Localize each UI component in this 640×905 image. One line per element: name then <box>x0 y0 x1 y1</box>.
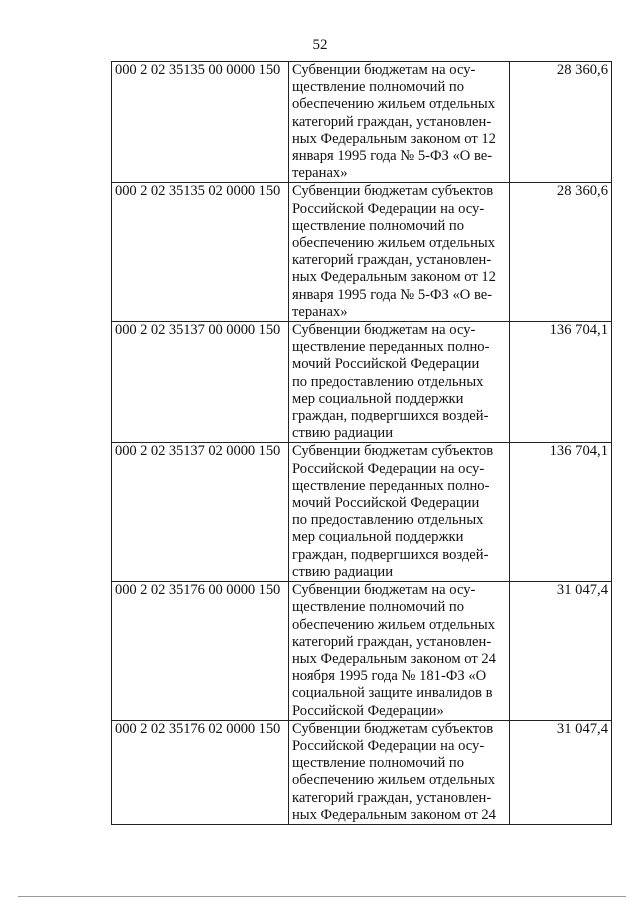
description-line: мер социальной поддержки <box>292 390 464 407</box>
description-line: ществление полномочий по <box>292 755 465 772</box>
table-row <box>112 443 612 582</box>
amount-cell: 28 360,6 <box>510 183 612 322</box>
description-line: ных Федеральным законом от 24 <box>292 650 496 667</box>
amount-cell: 136 704,1 <box>510 443 612 582</box>
description-line: теранах» <box>292 165 348 182</box>
description-line: ных Федеральным законом от 12 <box>292 269 496 286</box>
budget-code-cell: 000 2 02 35137 02 0000 150 <box>112 443 289 582</box>
description-line: граждан, подвергшихся воздей- <box>292 546 489 563</box>
description-cell <box>289 582 510 721</box>
description-line: социальной защите инвалидов в <box>292 685 493 702</box>
description-cell <box>289 322 510 443</box>
description-line: по предоставлению отдельных <box>292 512 484 529</box>
description-cell <box>289 443 510 582</box>
page-number: 52 <box>312 37 328 53</box>
budget-code-cell: 000 2 02 35137 00 0000 150 <box>112 322 289 443</box>
description-line: мер социальной поддержки <box>292 529 464 546</box>
description-line: категорий граждан, установлен- <box>292 633 492 650</box>
description-line: ществление полномочий по <box>292 217 465 234</box>
budget-code-cell: 000 2 02 35135 02 0000 150 <box>112 183 289 322</box>
description-line: ноября 1995 года № 181-ФЗ «О <box>292 668 487 685</box>
description-line: граждан, подвергшихся воздей- <box>292 408 489 425</box>
description-line: Российской Федерации на осу- <box>292 737 485 754</box>
table-row <box>112 582 612 721</box>
description-line: обеспечению жильем отдельных <box>292 235 495 252</box>
bottom-rule <box>18 896 626 897</box>
description-line: ществление полномочий по <box>292 79 465 96</box>
description-cell <box>289 62 510 183</box>
description-line: Российской Федерации на осу- <box>292 200 485 217</box>
table-row <box>112 183 612 322</box>
description-line: мочий Российской Федерации <box>292 495 480 512</box>
description-line: Субвенции бюджетам на осу- <box>292 62 476 78</box>
description-line: ствию радиации <box>292 563 394 580</box>
budget-table-body <box>112 62 612 825</box>
budget-table <box>111 61 612 825</box>
description-line: Российской Федерации» <box>292 702 444 719</box>
description-line: категорий граждан, установлен- <box>292 252 492 269</box>
description-line: Субвенции бюджетам субъектов <box>292 720 494 737</box>
description-line: ствию радиации <box>292 425 394 442</box>
description-cell <box>289 183 510 322</box>
description-line: ных Федеральным законом от 12 <box>292 130 496 147</box>
table-row <box>112 62 612 183</box>
amount-cell: 28 360,6 <box>510 62 612 183</box>
description-line: ществление переданных полно- <box>292 477 490 494</box>
description-line: обеспечению жильем отдельных <box>292 616 495 633</box>
description-line: ных Федеральным законом от 24 <box>292 806 496 823</box>
description-line: Субвенции бюджетам субъектов <box>292 183 494 200</box>
description-line: мочий Российской Федерации <box>292 356 480 373</box>
description-line: категорий граждан, установлен- <box>292 789 492 806</box>
description-line: Российской Федерации на осу- <box>292 460 485 477</box>
description-line: января 1995 года № 5-ФЗ «О ве- <box>292 148 493 165</box>
table-row <box>112 720 612 824</box>
description-line: теранах» <box>292 303 348 320</box>
description-line: категорий граждан, установлен- <box>292 113 492 130</box>
amount-cell: 136 704,1 <box>510 322 612 443</box>
description-line: января 1995 года № 5-ФЗ «О ве- <box>292 286 493 303</box>
description-line: обеспечению жильем отдельных <box>292 96 495 113</box>
description-line: Субвенции бюджетам субъектов <box>292 443 494 460</box>
description-line: ществление полномочий по <box>292 599 465 616</box>
table-row <box>112 322 612 443</box>
description-line: обеспечению жильем отдельных <box>292 772 495 789</box>
description-line: ществление переданных полно- <box>292 339 490 356</box>
description-cell <box>289 720 510 824</box>
amount-cell: 31 047,4 <box>510 582 612 721</box>
amount-cell: 31 047,4 <box>510 720 612 824</box>
budget-code-cell: 000 2 02 35176 02 0000 150 <box>112 720 289 824</box>
budget-code-cell: 000 2 02 35176 00 0000 150 <box>112 582 289 721</box>
description-line: по предоставлению отдельных <box>292 373 484 390</box>
budget-code-cell: 000 2 02 35135 00 0000 150 <box>112 62 289 183</box>
description-line: Субвенции бюджетам на осу- <box>292 582 476 599</box>
description-line: Субвенции бюджетам на осу- <box>292 322 476 339</box>
